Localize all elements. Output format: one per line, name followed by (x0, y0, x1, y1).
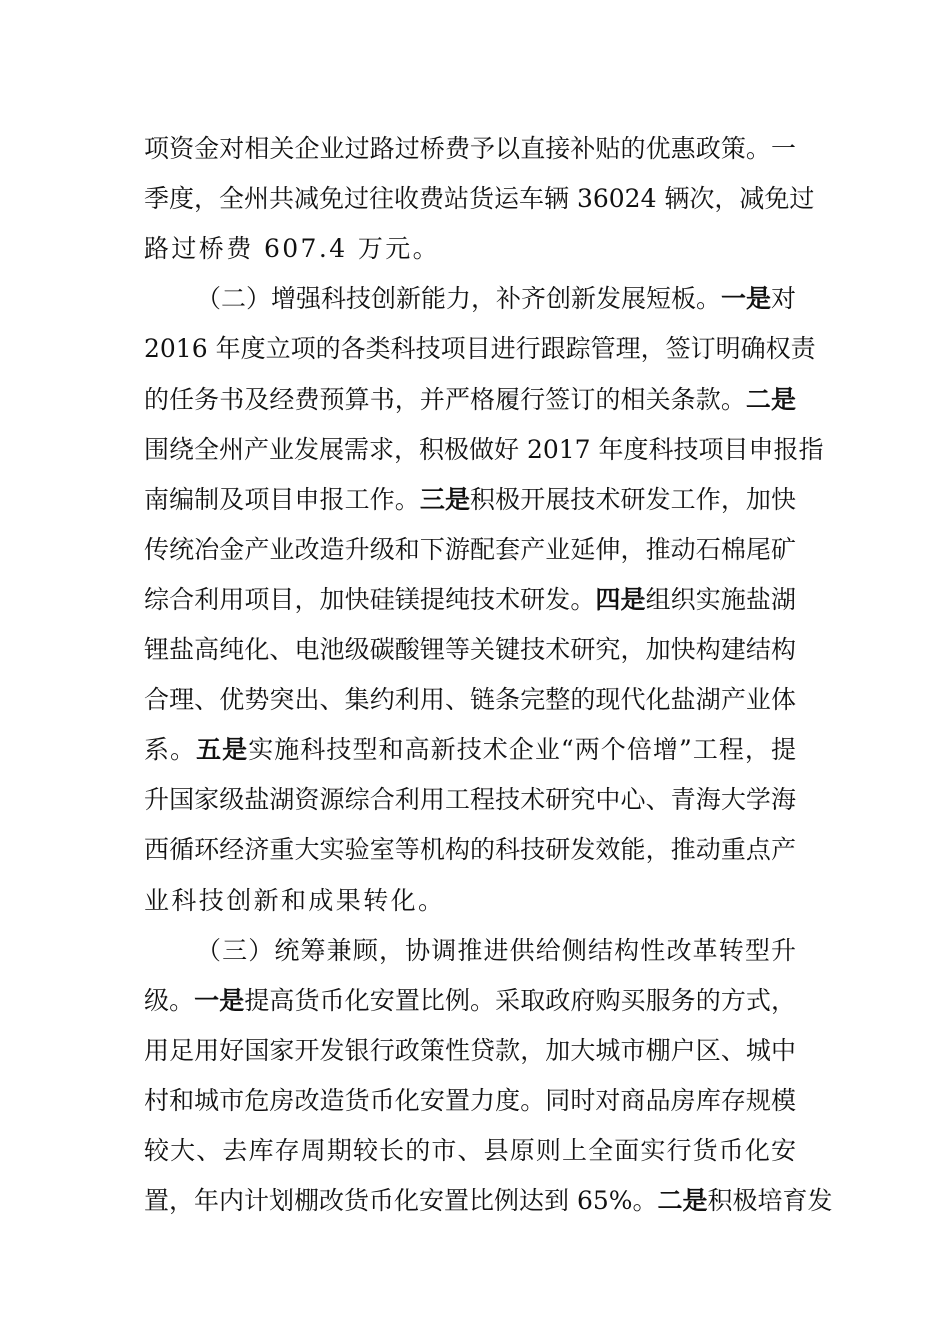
text-segment: 项资金对相关企业过路过桥费予以直接补贴的优惠政策。一 (144, 134, 796, 163)
emphasis-text: 四是 (595, 585, 646, 614)
text-line (144, 678, 796, 722)
text-line (144, 428, 824, 472)
text-line (196, 929, 796, 973)
text-line (196, 277, 796, 321)
text-segment: 积极开展技术研发工作，加快 (470, 485, 796, 514)
text-segment: 业科技创新和成果转化。 (144, 886, 446, 915)
text-segment: 综合利用项目，加快硅镁提纯技术研发。 (144, 585, 596, 614)
emphasis-text: 一是 (721, 284, 772, 313)
text-line (144, 578, 796, 622)
text-segment: 升国家级盐湖资源综合利用工程技术研究中心、青海大学海 (144, 785, 796, 814)
text-line (144, 728, 796, 772)
emphasis-text: 三是 (419, 485, 471, 514)
text-segment: 级。 (144, 986, 195, 1015)
text-segment: 置，年内计划棚改货币化安置比例达到 65%。 (144, 1186, 658, 1215)
text-line (144, 327, 816, 371)
text-line (144, 1129, 796, 1173)
text-segment: 传统冶金产业改造升级和下游配套产业延伸，推动石棉尾矿 (144, 535, 796, 564)
text-line (144, 478, 796, 522)
text-segment: 路过桥费 607.4 万元。 (144, 234, 441, 263)
text-segment: 的任务书及经费预算书，并严格履行签订的相关条款。 (144, 385, 746, 414)
text-segment: 积极培育发 (707, 1186, 833, 1215)
emphasis-text: 一是 (194, 986, 245, 1015)
emphasis-text: 五是 (196, 735, 249, 764)
text-line (144, 979, 796, 1023)
text-line (144, 177, 815, 221)
text-line (144, 628, 796, 672)
text-line (144, 1079, 796, 1123)
text-segment: （二）增强科技创新能力，补齐创新发展短板。 (196, 284, 722, 313)
text-line (144, 227, 824, 271)
text-line (144, 378, 796, 422)
text-line (144, 879, 824, 923)
text-segment: 系。 (144, 735, 197, 764)
text-line (144, 778, 796, 822)
text-segment: 2016 年度立项的各类科技项目进行跟踪管理，签订明确权责 (144, 334, 816, 363)
text-line (144, 127, 796, 171)
text-segment: 实施科技型和高新技术企业“两个倍增”工程，提 (248, 735, 796, 764)
text-segment: 西循环经济重大实验室等机构的科技研发效能，推动重点产 (144, 835, 796, 864)
text-segment: 用足用好国家开发银行政策性贷款，加大城市棚户区、城中 (144, 1036, 796, 1065)
text-segment: 季度，全州共减免过往收费站货运车辆 36024 辆次，减免过 (144, 184, 815, 213)
text-line (144, 828, 796, 872)
text-segment: 合理、优势突出、集约利用、链条完整的现代化盐湖产业体 (144, 685, 796, 714)
text-segment: 村和城市危房改造货币化安置力度。同时对商品房库存规模 (144, 1086, 796, 1115)
emphasis-text: 二是 (745, 385, 796, 414)
text-segment: 组织实施盐湖 (645, 585, 796, 614)
text-segment: 对 (771, 284, 797, 313)
text-segment: 围绕全州产业发展需求，积极做好 2017 年度科技项目申报指 (144, 435, 824, 464)
text-segment: （三）统筹兼顾，协调推进供给侧结构性改革转型升 (196, 936, 796, 965)
emphasis-text: 二是 (657, 1186, 708, 1215)
text-segment: 提高货币化安置比例。采取政府购买服务的方式， (244, 986, 796, 1015)
text-line (144, 1179, 833, 1223)
text-line (144, 528, 796, 572)
text-segment: 锂盐高纯化、电池级碳酸锂等关键技术研究，加快构建结构 (144, 635, 796, 664)
text-segment: 较大、去库存周期较长的市、县原则上全面实行货币化安 (144, 1136, 796, 1165)
text-segment: 南编制及项目申报工作。 (144, 485, 420, 514)
text-line (144, 1029, 796, 1073)
